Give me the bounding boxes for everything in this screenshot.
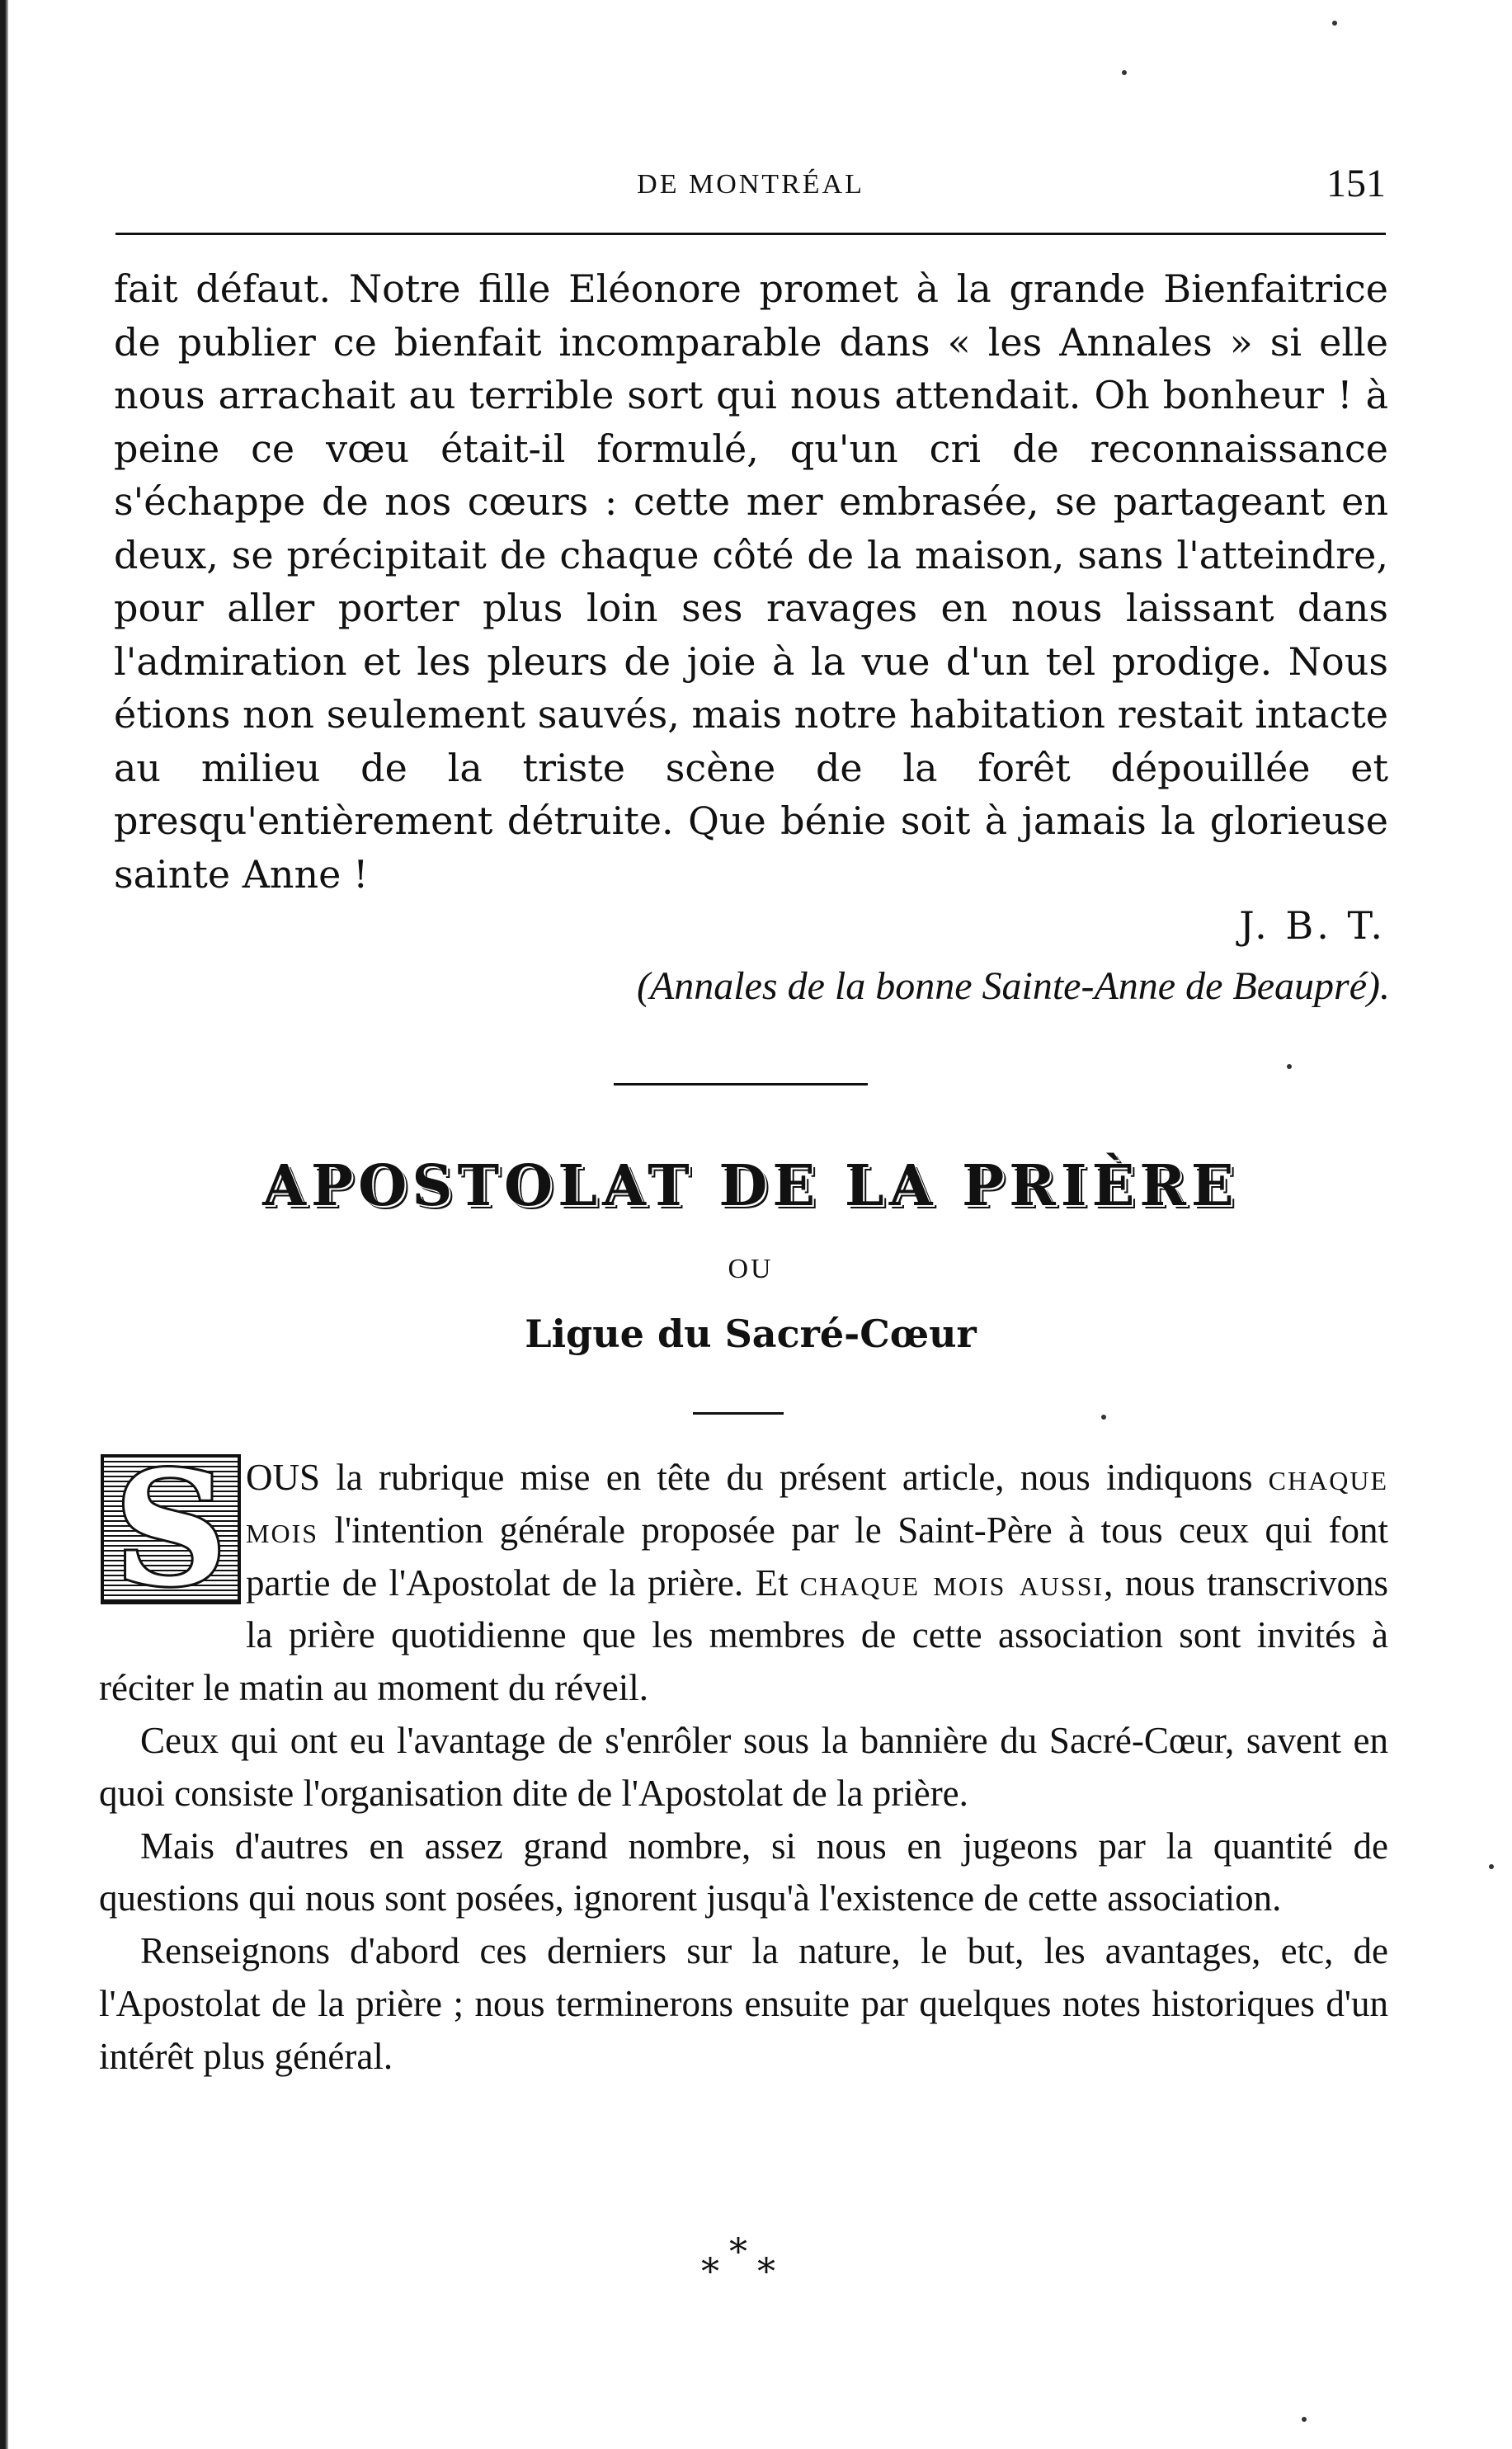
- source-citation: (Annales de la bonne Sainte-Anne de Beaupré).: [636, 964, 1390, 1008]
- short-rule: [693, 1412, 784, 1415]
- asterism: [693, 2231, 792, 2305]
- paragraph-4: Renseignons d'abord ces derniers sur la nature, le but, les avantages, etc, de l'Apostolat de la prière ; nous terminerons ensuite par quelques notes historiques d'un intérêt plus général.: [99, 1930, 1388, 2077]
- signature: J. B. T.: [1239, 903, 1386, 948]
- section-subtitle: Ligue du Sacré-Cœur: [525, 1312, 977, 1356]
- section-or: OU: [728, 1254, 774, 1284]
- continuation-paragraph: fait défaut. Notre fille Eléonore promet à la grande Bienfaitrice de publier ce bienfait incomparable dans « les Annales » si elle nous arrachait au terrible sort qui nous attendait. Oh bonheur ! à peine ce vœu était-il formulé, qu'un cri de reconnaissance s'échappe de nos cœurs : cette mer embrasée, se partageant en deux, se précipitait de chaque côté de la maison, sans l'atteindre, pour aller porter plus loin ses ravages en nous laissant dans l'admiration et les pleurs de joie à la vue d'un tel prodige. Nous étions non seulement sauvés, mais notre habitation restait intacte au milieu de la triste scène de la forêt dépouillée et presqu'entièrement détruite. Que bénie soit à jamais la glorieuse sainte Anne !: [114, 266, 1388, 897]
- paragraph-2: Ceux qui ont eu l'avantage de s'enrôler sous la bannière du Sacré-Cœur, savent en quoi consiste l'organisation dite de l'Apostolat de la prière.: [99, 1719, 1388, 1814]
- p1-text-a: OUS la rubrique mise en tête du présent article, nous indiquons: [246, 1457, 1269, 1498]
- header-rule: [115, 233, 1386, 235]
- p1-smallcaps-a: chaque mois: [246, 1457, 1388, 1551]
- running-head: DE MONTRÉAL: [637, 169, 864, 200]
- speck: [1101, 1415, 1106, 1420]
- speck: [1489, 1864, 1494, 1869]
- section-divider: [614, 1083, 868, 1086]
- speck: [1122, 70, 1127, 75]
- page-header: [115, 161, 1386, 210]
- p1-smallcaps-b: chaque mois aussi: [799, 1561, 1105, 1604]
- page-number: 151: [1326, 162, 1386, 205]
- asterism-star-top: *: [729, 2231, 747, 2273]
- p1-text-b: l'intention générale proposée par le Saint-Père à tous ceux qui font partie de l'Apostolat de la prière. Et: [246, 1509, 1388, 1604]
- section-title: APOSTOLAT DE LA PRIÈRE: [262, 1153, 1239, 1219]
- asterism-star-left: *: [701, 2251, 719, 2293]
- paragraph-3: Mais d'autres en assez grand nombre, si nous en jugeons par la quantité de questions qui nous sont posées, ignorent jusqu'à l'existence de cette association.: [99, 1825, 1388, 1919]
- speck: [1302, 2417, 1307, 2422]
- paragraph-1: [99, 1437, 1388, 1715]
- article-body: [99, 1437, 1388, 2084]
- dropcap-letter: S: [114, 1437, 228, 1621]
- article-continuation: [114, 262, 1388, 901]
- asterism-star-right: *: [757, 2251, 775, 2293]
- speck: [1332, 21, 1337, 26]
- speck: [1287, 1064, 1292, 1069]
- p1-text-c: , nous transcrivons la prière quotidienne que les membres de cette association sont invités à réciter le matin au moment du réveil.: [99, 1561, 1388, 1709]
